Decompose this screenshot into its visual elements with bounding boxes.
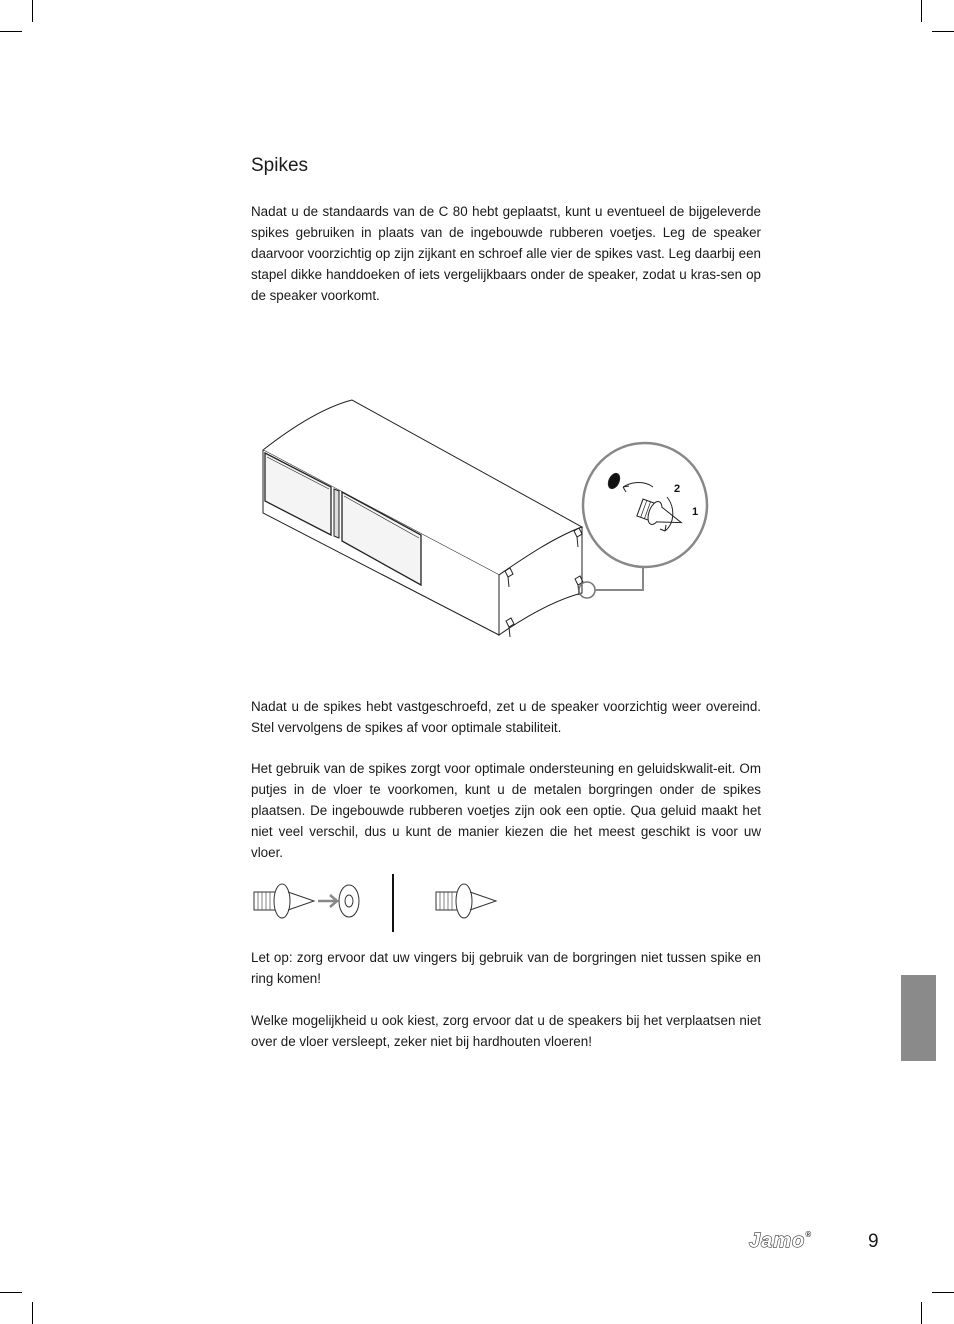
page-number: 9 bbox=[868, 1231, 879, 1252]
after-fitting-paragraph: Nadat u de spikes hebt vastgeschroefd, zet u de speaker voorzichtig weer overeind. Stel vervolgens de spikes af voor optimale stabiliteit. bbox=[251, 699, 761, 735]
crop-mark bbox=[932, 31, 954, 32]
step-label-1: 1 bbox=[692, 506, 699, 518]
crop-mark bbox=[921, 0, 922, 22]
intro-paragraph: Nadat u de standaards van de C 80 hebt geplaatst, kunt u eventueel de bijgeleverde spikes gebruiken in plaats van de ingebouwde rubberen voetjes. Leg de speaker daarvoor voorzichtig op zijn zijkant en schroef alle vier de spikes vast. Leg daarbij een stapel dikke handdoeken of iets vergelijkbaars onder de speaker, zodat u kras-sen op de speaker voorkomt. bbox=[251, 204, 761, 303]
caution-paragraph: Let op: zorg ervoor dat uw vingers bij gebruik van de borgringen niet tussen spike en ring komen! bbox=[251, 950, 761, 986]
crop-mark bbox=[32, 1302, 33, 1324]
crop-mark bbox=[0, 31, 22, 32]
crop-mark bbox=[0, 1292, 22, 1293]
crop-mark bbox=[932, 1292, 954, 1293]
crop-mark bbox=[921, 1302, 922, 1324]
step-label-2: 2 bbox=[674, 483, 681, 495]
warning-paragraph: Welke mogelijkheid u ook kiest, zorg ervoor dat u de speakers bij het verplaatsen niet over de vloer versleept, zeker niet bij hardhouten vloeren! bbox=[251, 1013, 761, 1049]
crop-mark bbox=[32, 0, 33, 22]
spike-options-illustration bbox=[248, 872, 508, 934]
language-tab bbox=[901, 975, 936, 1061]
jamo-logo: Jamo® bbox=[749, 1230, 813, 1252]
section-title: Spikes bbox=[251, 155, 309, 176]
speaker-spike-illustration bbox=[255, 395, 715, 640]
usage-paragraph: Het gebruik van de spikes zorgt voor optimale ondersteuning en geluidskwalit-eit. Om putjes in de vloer te voorkomen, kunt u de metalen borgringen onder de spikes plaatsen. De ingebouwde rubberen voetjes zijn ook een optie. Qua geluid maakt het niet veel verschil, dus u kunt de manier kiezen die het meest geschikt is voor uw vloer. bbox=[251, 761, 761, 860]
